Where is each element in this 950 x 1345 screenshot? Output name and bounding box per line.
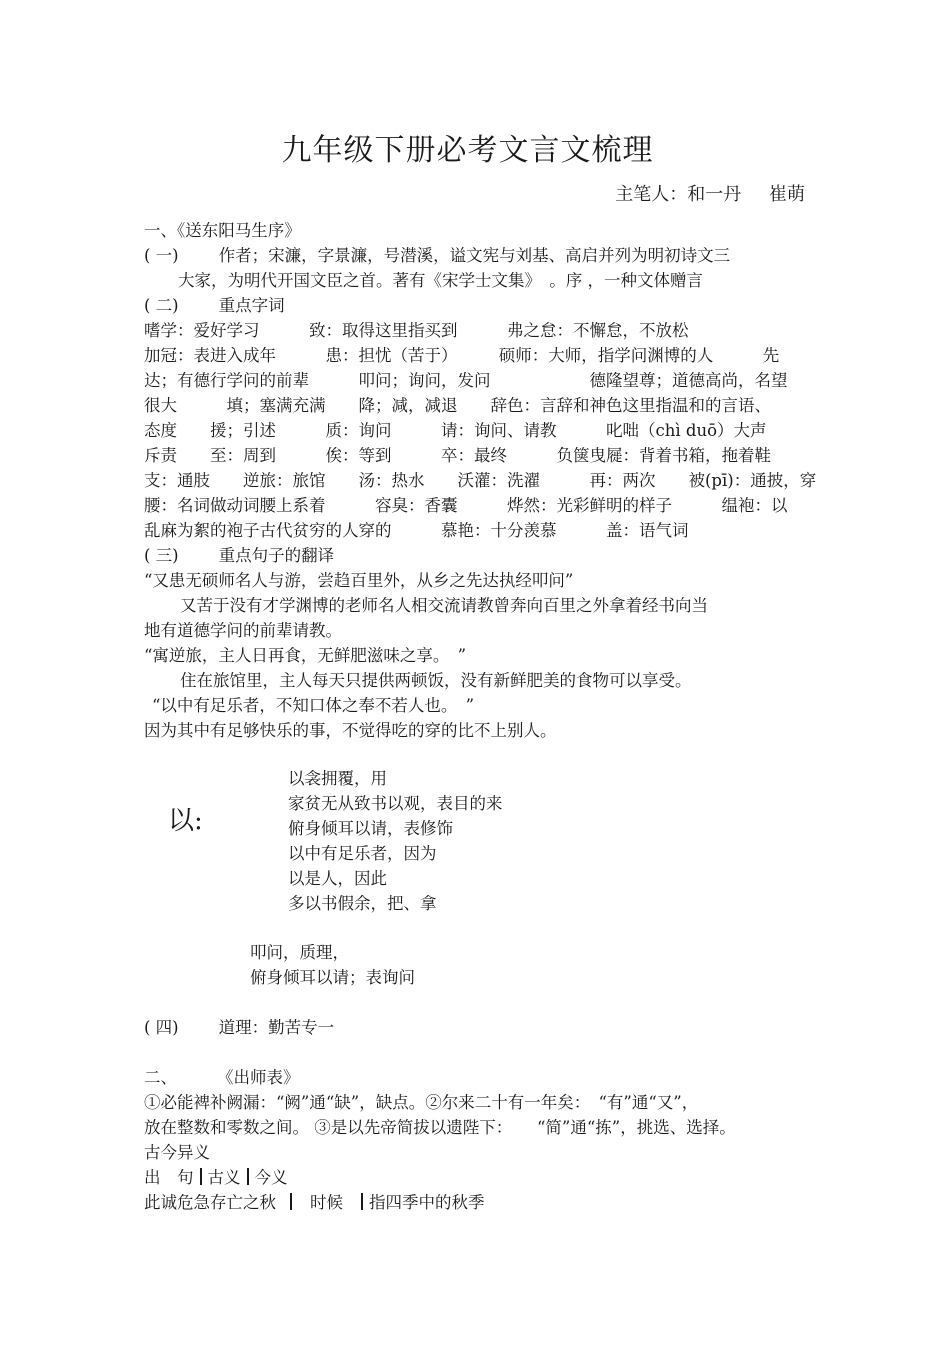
column-divider — [361, 1193, 363, 1210]
part4-text: 道理：勤苦专一 — [218, 1018, 335, 1037]
part2-title: 重点字词 — [218, 296, 285, 315]
section2-title: 《出师表》 — [217, 1068, 300, 1087]
author-second: 崔萌 — [769, 184, 805, 205]
vocab-line: 嗜学：爱好学习 致：取得这里指买到 弗之怠：不懈怠，不放松 — [144, 321, 689, 340]
quote-1: “又患无硕师名人与游，尝趋百里外，从乡之先达执经叩问” — [144, 571, 574, 590]
table-row — [144, 1190, 809, 1215]
section1-block — [144, 218, 817, 743]
section2-num: 二、 — [144, 1068, 177, 1087]
part3-heading — [144, 543, 807, 568]
column-divider — [247, 1168, 249, 1185]
table-cell: 指四季中的秋季 — [369, 1193, 485, 1212]
gujin-heading: 古今异义 — [144, 1143, 210, 1162]
section2-heading — [144, 1065, 809, 1090]
part2-label: ( 二) — [144, 296, 179, 315]
yi-item: 家贫无从致书以观，表目的来 — [288, 794, 503, 813]
part1-text1: 作者；宋濂，字景濂，号潜溪，谥文宪与刘基、高启并列为明初诗文三 — [218, 246, 731, 265]
vocab-line: 斥责 至：周到 俟：等到 卒：最终 负箧曳屣：背着书箱，拖着鞋 — [144, 446, 771, 465]
table-cell: 时候 — [310, 1193, 343, 1212]
translation-1b: 地有道德学问的前辈请教。 — [144, 621, 342, 640]
doc-title: 九年级下册必考文言文梳理 — [281, 133, 654, 168]
part1-line2: 大家，为明代开国文臣之首。著有《宋学士文集》 。序 ，一种文体赠言 — [178, 271, 703, 290]
part3-title: 重点句子的翻译 — [218, 546, 335, 565]
kou-item: 叩问，质理， — [250, 943, 349, 962]
yi-item: 以衾拥覆，用 — [288, 769, 387, 788]
part1-label: ( 一) — [144, 246, 179, 265]
tongjia-line2: 放在整数和零数之间。 ③是以先帝简拔以遗陛下： “简”通“拣”，挑选、选择。 — [144, 1118, 736, 1137]
table-header-cell: 出 句 — [144, 1168, 194, 1187]
table-header-row — [144, 1165, 809, 1190]
author-line — [609, 180, 805, 206]
yi-item: 以是人，因此 — [288, 869, 387, 888]
table-header-cell: 今义 — [254, 1168, 288, 1187]
yi-item: 多以书假余，把、拿 — [288, 894, 437, 913]
vocab-line: 腰：名词做动词腰上系着 容臭：香囊 烨然：光彩鲜明的样子 缊袍：以 — [144, 496, 788, 515]
translation-1a: 又苦于没有才学渊博的老师名人相交流请教曾奔向百里之外拿着经书向当 — [180, 596, 708, 615]
part1-line1 — [144, 243, 807, 268]
quote-2: “寓逆旅，主人日再食，无鲜肥滋味之享。 ” — [144, 646, 467, 665]
table-cell: 此诚危急存亡之秋 — [144, 1193, 276, 1212]
part3-label: ( 三) — [144, 546, 179, 565]
part2-heading — [144, 293, 807, 318]
vocab-line: 乱麻为絮的袍子古代贫穷的人穿的 慕艳：十分羡慕 盖：语气词 — [144, 521, 689, 540]
tongjia-line1: ①必能裨补阙漏：“阙”通“缺”，缺点。②尔来二十有一年矣： “有”通“又”， — [144, 1093, 699, 1112]
vocab-line: 支：通肢 逆旅：旅馆 汤：热水 沃灌：洗濯 再：两次 被(pī)：通披，穿 — [144, 471, 817, 490]
author-label: 主笔人：和一丹 — [615, 184, 742, 205]
vocab-line: 态度 援；引述 质：询问 请：询问、请教 叱咄（chì duō）大声 — [144, 421, 767, 440]
section2-block — [144, 1065, 809, 1215]
part4-line — [144, 1015, 809, 1040]
translation-3: 因为其中有足够快乐的事，不觉得吃的穿的比不上别人。 — [144, 721, 557, 740]
translation-2: 住在旅馆里，主人每天只提供两顿饭，没有新鲜肥美的食物可以享受。 — [180, 671, 692, 690]
yi-usage-list — [288, 766, 503, 916]
yi-item: 以中有足乐者，因为 — [288, 844, 437, 863]
yi-item: 俯身倾耳以请，表修饰 — [288, 819, 453, 838]
table-header-cell: 古义 — [207, 1168, 241, 1187]
yi-label: 以: — [168, 806, 203, 836]
section1-heading: 一、《送东阳马生序》 — [144, 221, 301, 240]
vocab-line: 加冠：表进入成年 患：担忧（苦于） 硕师：大师，指学问渊博的人 先 — [144, 346, 780, 365]
part4-label: ( 四) — [144, 1018, 179, 1037]
kou-item: 俯身倾耳以请；表询问 — [250, 968, 415, 987]
column-divider — [290, 1193, 292, 1210]
quote-3: “以中有足乐者，不知口体之奉不若人也。 ” — [152, 696, 475, 715]
vocab-line: 很大 填；塞满充满 降；减，减退 辞色：言辞和神色这里指温和的言语、 — [144, 396, 771, 415]
kou-usage-list — [250, 940, 415, 990]
vocab-line: 达；有德行学问的前辈 叩问；询问，发问 德隆望尊；道德高尚，名望 — [144, 371, 788, 390]
column-divider — [200, 1168, 202, 1185]
